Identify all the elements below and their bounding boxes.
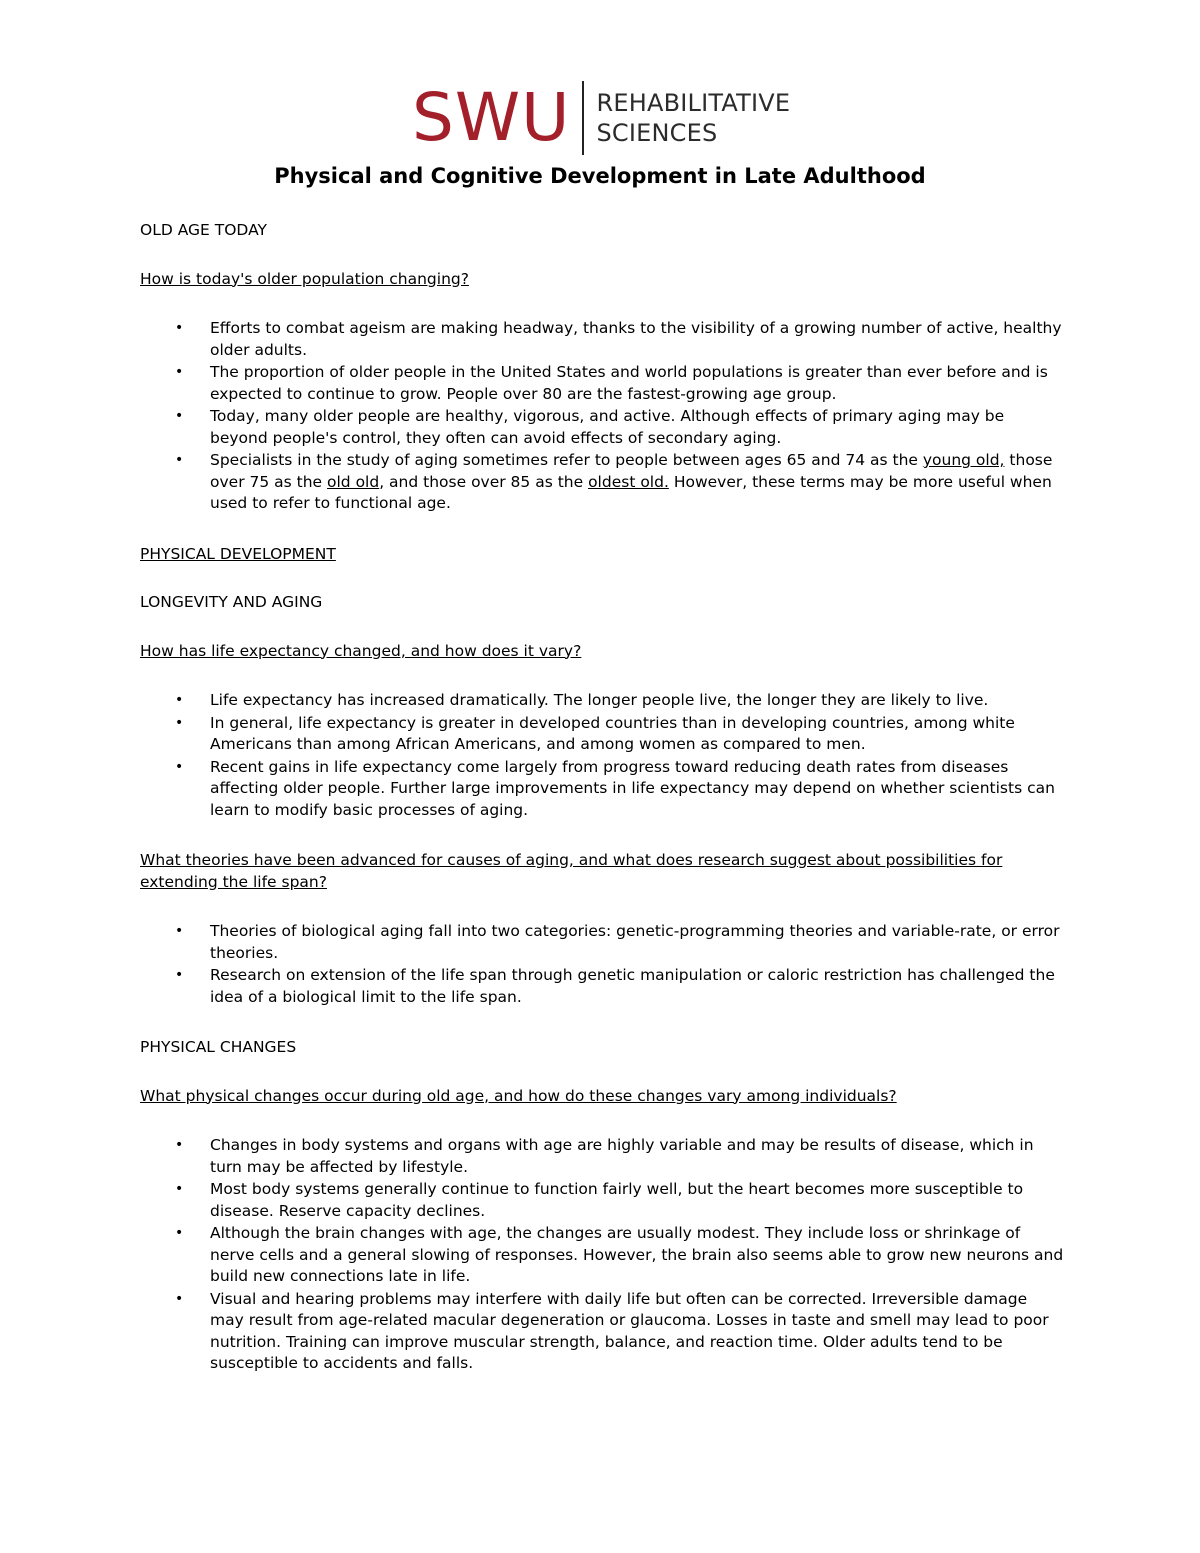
list-item-text-part: those over 75 as the <box>210 451 1053 491</box>
bullet-icon: • <box>175 1181 184 1197</box>
list-item-text-part: , and those over 85 as the <box>379 472 589 491</box>
list-item-text: Visual and hearing problems may interfere with daily life but often can be corrected. Irreversible damage may result from age-related macular degeneration or glaucoma. Losses in taste and smell may lead to poor nutrition. Training can improve muscular strength, balance, and reaction time. Older adults tend to be susceptible to accidents and falls. <box>210 1289 1049 1372</box>
bullet-icon: • <box>175 692 184 708</box>
term-young-old: young old, <box>922 451 1005 469</box>
list-item <box>140 1135 1065 1178</box>
logo-mark: SWU <box>412 79 571 156</box>
bullet-icon: • <box>175 320 184 336</box>
bullet-icon: • <box>175 714 184 731</box>
bullet-icon: • <box>175 1137 184 1153</box>
logo-divider <box>582 81 584 155</box>
list-item-text: Most body systems generally continue to function fairly well, but the heart becomes more susceptible to disease. Reserve capacity declines. <box>210 1180 1024 1220</box>
logo-line-2: SCIENCES <box>596 119 718 147</box>
bullet-icon: • <box>175 923 184 939</box>
swu-logo <box>412 80 790 156</box>
list-item <box>140 1179 1065 1222</box>
list-item <box>140 713 1065 756</box>
logo-text <box>596 88 790 148</box>
list-item <box>140 318 1065 361</box>
document-body <box>140 220 1065 1376</box>
section-heading-physical-changes: PHYSICAL CHANGES <box>140 1038 297 1056</box>
logo-line-1: REHABILITATIVE <box>596 89 791 117</box>
bullet-icon: • <box>175 1290 184 1307</box>
list-item <box>140 362 1065 405</box>
section-heading-longevity: LONGEVITY AND AGING <box>140 593 323 611</box>
list-item-text: Life expectancy has increased dramatically. The longer people live, the longer they are likely to live. <box>210 691 989 709</box>
document-title: Physical and Cognitive Development in Late Adulthood <box>274 164 926 188</box>
list-item-text-part: However, these terms may be more useful when used to refer to functional age. <box>210 472 1052 512</box>
bullet-icon: • <box>175 452 184 468</box>
list-item-text: In general, life expectancy is greater in developed countries than in developing countries, among white Americans than among African Americans, and among women as compared to men. <box>210 713 1015 753</box>
section-heading-old-age-today: OLD AGE TODAY <box>140 221 267 239</box>
question-theories-of-aging: What theories have been advanced for causes of aging, and what does research suggest about possibilities for extending the life span? <box>140 851 1003 891</box>
list-item <box>140 965 1065 1008</box>
bullet-list-physical-changes <box>140 1135 1065 1375</box>
list-item-text: Research on extension of the life span through genetic manipulation or caloric restriction has challenged the idea of a biological limit to the life span. <box>210 966 1055 1006</box>
bullet-list-theories <box>140 921 1065 1008</box>
bullet-icon: • <box>175 364 184 380</box>
list-item-text: Recent gains in life expectancy come largely from progress toward reducing death rates from diseases affecting older people. Further large improvements in life expectancy may depend on whether scientists can learn to modify basic processes of aging. <box>210 757 1055 819</box>
list-item <box>140 450 1065 515</box>
list-item-text: Changes in body systems and organs with age are highly variable and may be results of disease, which in turn may be affected by lifestyle. <box>210 1136 1034 1176</box>
term-old-old: old old <box>327 472 380 491</box>
list-item-text: Efforts to combat ageism are making headway, thanks to the visibility of a growing number of active, healthy older adults. <box>210 319 1062 359</box>
list-item-text-part: Specialists in the study of aging sometimes refer to people between ages 65 and 74 as the <box>210 451 923 469</box>
bullet-icon: • <box>175 758 184 775</box>
bullet-list-longevity <box>140 690 1065 821</box>
bullet-icon: • <box>175 967 184 983</box>
bullet-icon: • <box>175 408 184 424</box>
question-physical-changes: What physical changes occur during old age, and how do these changes vary among individuals? <box>140 1086 897 1105</box>
list-item <box>140 690 1065 712</box>
question-life-expectancy: How has life expectancy changed, and how does it vary? <box>140 641 582 660</box>
list-item <box>140 921 1065 964</box>
list-item <box>140 757 1065 822</box>
bullet-list-old-age-today <box>140 318 1065 515</box>
list-item <box>140 1223 1065 1288</box>
list-item-text: Although the brain changes with age, the changes are usually modest. They include loss or shrinkage of nerve cells and a general slowing of responses. However, the brain also seems able to grow new neurons and build new connections late in life. <box>210 1224 1064 1285</box>
term-oldest-old: oldest old. <box>588 472 669 491</box>
list-item <box>140 406 1065 449</box>
question-population-changing: How is today's older population changing? <box>140 269 469 288</box>
list-item-text: The proportion of older people in the United States and world populations is greater than ever before and is expected to continue to grow. People over 80 are the fastest-growing age group. <box>210 363 1048 403</box>
list-item-text: Today, many older people are healthy, vigorous, and active. Although effects of primary aging may be beyond people's control, they often can avoid effects of secondary aging. <box>210 407 1005 447</box>
list-item <box>140 1289 1065 1375</box>
bullet-icon: • <box>175 1225 184 1241</box>
list-item-text: Theories of biological aging fall into two categories: genetic-programming theories and variable-rate, or error theories. <box>210 922 1060 962</box>
section-heading-physical-development: PHYSICAL DEVELOPMENT <box>140 544 336 563</box>
